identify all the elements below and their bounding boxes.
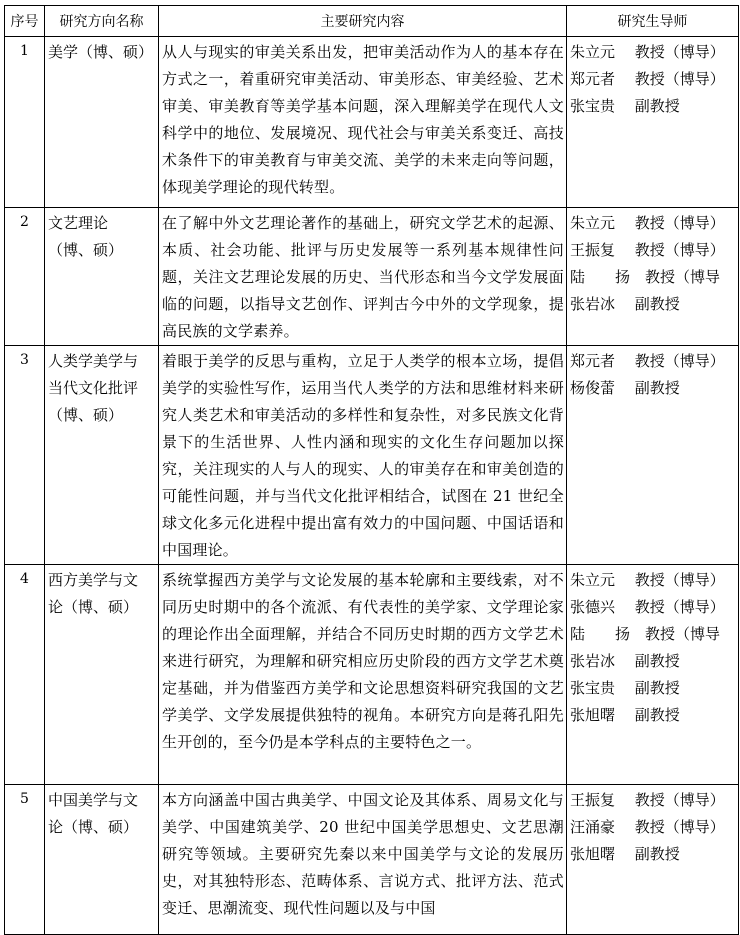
advisor-entry: 陆 扬 教授（博导 bbox=[570, 268, 721, 286]
direction-name-line: （博、硕） bbox=[48, 241, 124, 259]
table-row bbox=[5, 346, 739, 565]
advisors bbox=[567, 565, 739, 785]
header-advisor: 研究生导师 bbox=[567, 6, 739, 37]
advisor-entry: 张岩冰 副教授 bbox=[570, 295, 680, 313]
direction-name-line: 人类学美学与 bbox=[48, 352, 139, 370]
advisor-entry: 郑元者 教授（博导） bbox=[570, 352, 725, 370]
direction-name bbox=[45, 208, 159, 346]
research-content: 本方向涵盖中国古典美学、中国文论及其体系、周易文化与美学、中国建筑美学、20 世纪中国美学思想史、文艺思潮研究等领域。主要研究先秦以来中国美学与文论的发展历史，对其独特形态、范畴体系、言说方式、批评方法、范式变迁、思潮流变、现代性问题以及与中国 bbox=[159, 785, 567, 935]
advisors bbox=[567, 785, 739, 935]
advisor-entry: 张宝贵 副教授 bbox=[570, 679, 680, 697]
research-content: 在了解中外文艺理论著作的基础上，研究文学艺术的起源、本质、社会功能、批评与历史发展等一系列基本规律性问题，关注文艺理论发展的历史、当代形态和当今文学发展面临的问题，以指导文艺创作、评判古今中外的文学现象，提高民族的文学素养。 bbox=[159, 208, 567, 346]
direction-name-line: 当代文化批评 bbox=[48, 379, 139, 397]
header-content: 主要研究内容 bbox=[159, 6, 567, 37]
table-row bbox=[5, 785, 739, 935]
direction-name bbox=[45, 785, 159, 935]
table-row bbox=[5, 208, 739, 346]
direction-name-line: 西方美学与文 bbox=[48, 571, 139, 589]
direction-name bbox=[45, 565, 159, 785]
direction-name-line: 论（博、硕） bbox=[48, 818, 139, 836]
row-num: 4 bbox=[5, 565, 45, 785]
advisor-entry: 王振复 教授（博导） bbox=[570, 241, 725, 259]
row-num: 1 bbox=[5, 37, 45, 208]
advisor-entry: 朱立元 教授（博导） bbox=[570, 571, 725, 589]
table-row bbox=[5, 565, 739, 785]
advisor-entry: 郑元者 教授（博导） bbox=[570, 70, 725, 88]
advisor-entry: 张岩冰 副教授 bbox=[570, 652, 680, 670]
advisor-entry: 杨俊蕾 副教授 bbox=[570, 379, 680, 397]
advisor-entry: 朱立元 教授（博导） bbox=[570, 214, 725, 232]
direction-name-line: 中国美学与文 bbox=[48, 791, 139, 809]
advisors bbox=[567, 208, 739, 346]
direction-name-line: 论（博、硕） bbox=[48, 598, 139, 616]
advisor-entry: 张宝贵 副教授 bbox=[570, 97, 680, 115]
advisor-entry: 陆 扬 教授（博导 bbox=[570, 625, 721, 643]
direction-name-line: （博、硕） bbox=[48, 406, 124, 424]
advisor-entry: 张德兴 教授（博导） bbox=[570, 598, 725, 616]
table-header-row bbox=[5, 6, 739, 37]
direction-name-line: 文艺理论 bbox=[48, 214, 109, 232]
direction-name-line: 美学（博、硕） bbox=[48, 43, 154, 61]
advisor-entry: 张旭曙 副教授 bbox=[570, 706, 680, 724]
research-content: 系统掌握西方美学与文论发展的基本轮廓和主要线索，对不同历史时期中的各个流派、有代表性的美学家、文学理论家的理论作出全面理解，并结合不同历史时期的西方文学艺术来进行研究，为理解和研究相应历史阶段的西方文学艺术奠定基础，并为借鉴西方美学和文论思想资料研究我国的文艺学美学、文学发展提供独特的视角。本研究方向是蒋孔阳先生开创的，至今仍是本学科点的主要特色之一。 bbox=[159, 565, 567, 785]
advisors bbox=[567, 37, 739, 208]
header-name: 研究方向名称 bbox=[45, 6, 159, 37]
research-directions-table bbox=[4, 5, 739, 935]
advisors bbox=[567, 346, 739, 565]
row-num: 5 bbox=[5, 785, 45, 935]
row-num: 3 bbox=[5, 346, 45, 565]
research-content: 从人与现实的审美关系出发，把审美活动作为人的基本存在方式之一，着重研究审美活动、审美形态、审美经验、艺术审美、审美教育等美学基本问题，深入理解美学在现代人文科学中的地位、发展境况、现代社会与审美关系变迁、高技术条件下的审美教育与审美交流、美学的未来走向等问题，体现美学理论的现代转型。 bbox=[159, 37, 567, 208]
advisor-entry: 汪涌豪 教授（博导） bbox=[570, 818, 725, 836]
advisor-entry: 王振复 教授（博导） bbox=[570, 791, 725, 809]
table-row bbox=[5, 37, 739, 208]
header-num: 序号 bbox=[5, 6, 45, 37]
advisor-entry: 朱立元 教授（博导） bbox=[570, 43, 725, 61]
row-num: 2 bbox=[5, 208, 45, 346]
research-content: 着眼于美学的反思与重构，立足于人类学的根本立场，提倡美学的实验性写作，运用当代人类学的方法和思维材料来研究人类艺术和审美活动的多样性和复杂性，对多民族文化背景下的生活世界、人性内涵和现实的文化生存问题加以探究，关注现实的人与人的现实、人的审美存在和审美创造的可能性问题，并与当代文化批评相结合，试图在 21 世纪全球文化多元化进程中提出富有效力的中国问题、中国话语和中国理论。 bbox=[159, 346, 567, 565]
advisor-entry: 张旭曙 副教授 bbox=[570, 845, 680, 863]
direction-name bbox=[45, 346, 159, 565]
direction-name bbox=[45, 37, 159, 208]
